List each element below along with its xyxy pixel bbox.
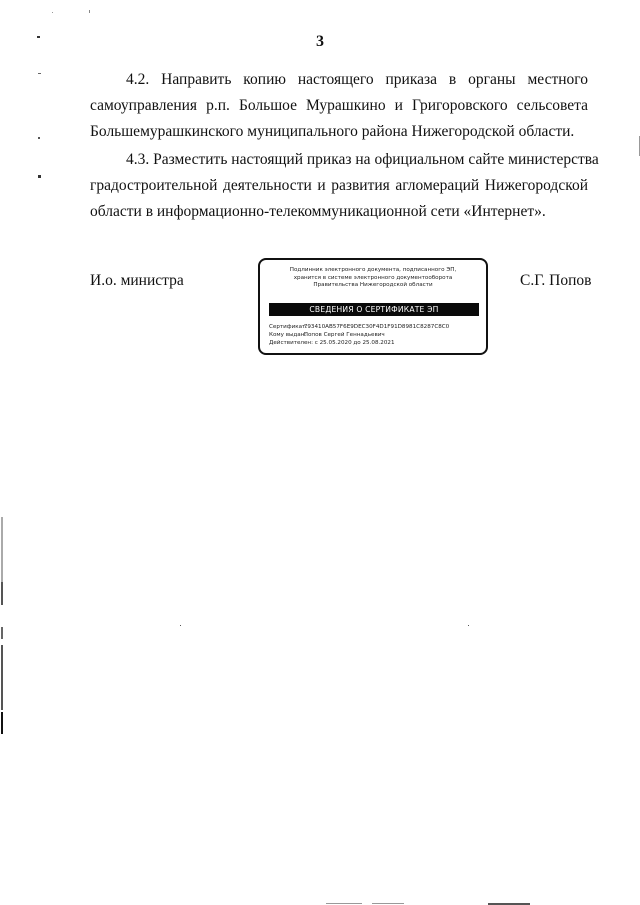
electronic-signature-stamp [258, 258, 488, 355]
paragraph-line: градостроительной деятельности и развития агломераций Нижегородской [90, 177, 588, 194]
scan-edge-line [1, 627, 3, 639]
certificate-label: Сертификат: [269, 324, 308, 330]
stamp-header-line: Подлинник электронного документа, подписанного ЭП, [289, 267, 457, 273]
issued-to-label: Кому выдан: [269, 331, 307, 338]
stamp-certificate-info [269, 324, 449, 347]
scan-edge-line [1, 517, 3, 582]
scan-mark [89, 10, 90, 13]
signatory-position: И.о. министра [90, 272, 184, 289]
certificate-value: 793410AB57F6E9DEC30F4D1F91D8981C8287C8C0 [303, 324, 450, 330]
signatory-name: С.Г. Попов [520, 272, 592, 289]
certificate-row [269, 324, 449, 332]
scan-mark [468, 625, 469, 626]
scan-mark [326, 903, 362, 904]
paragraph-line: Большемурашкинского муниципального района Нижегородской области. [90, 123, 575, 140]
stamp-header-line: хранится в системе электронного документооборота [293, 274, 453, 281]
scan-mark [38, 137, 40, 139]
stamp-header-line: Правительства Нижегородской области [313, 282, 433, 289]
stamp-title-bar: СВЕДЕНИЯ О СЕРТИФИКАТЕ ЭП [269, 303, 479, 316]
page-number: 3 [316, 33, 324, 50]
paragraph-line: 4.2. Направить копию настоящего приказа в органы местного [126, 71, 588, 88]
validity-label: Действителен: [269, 339, 313, 346]
paragraph-line: 4.3. Разместить настоящий приказ на официальном сайте министерства [126, 151, 599, 168]
scan-edge-line [1, 582, 3, 605]
issued-to-row [269, 332, 449, 340]
scan-mark [372, 903, 404, 904]
scan-mark [38, 73, 41, 74]
stamp-header [260, 267, 486, 290]
scan-mark [37, 36, 40, 38]
scan-edge-line [1, 712, 3, 734]
scan-mark [38, 175, 41, 178]
scan-mark [180, 625, 181, 626]
issued-to-value: Попов Сергей Геннадьевич [303, 331, 385, 338]
scan-mark [52, 12, 53, 13]
scan-edge-line [1, 645, 3, 710]
validity-value: с 25.05.2020 до 25.08.2021 [314, 339, 395, 346]
paragraph-4-2 [90, 67, 588, 145]
paragraph-line: самоуправления р.п. Большое Мурашкино и Григоровского сельсовета [90, 97, 588, 114]
validity-row [269, 340, 449, 348]
paragraph-line: области в информационно-телекоммуникационной сети «Интернет». [90, 203, 546, 220]
paragraph-4-3 [90, 147, 599, 225]
